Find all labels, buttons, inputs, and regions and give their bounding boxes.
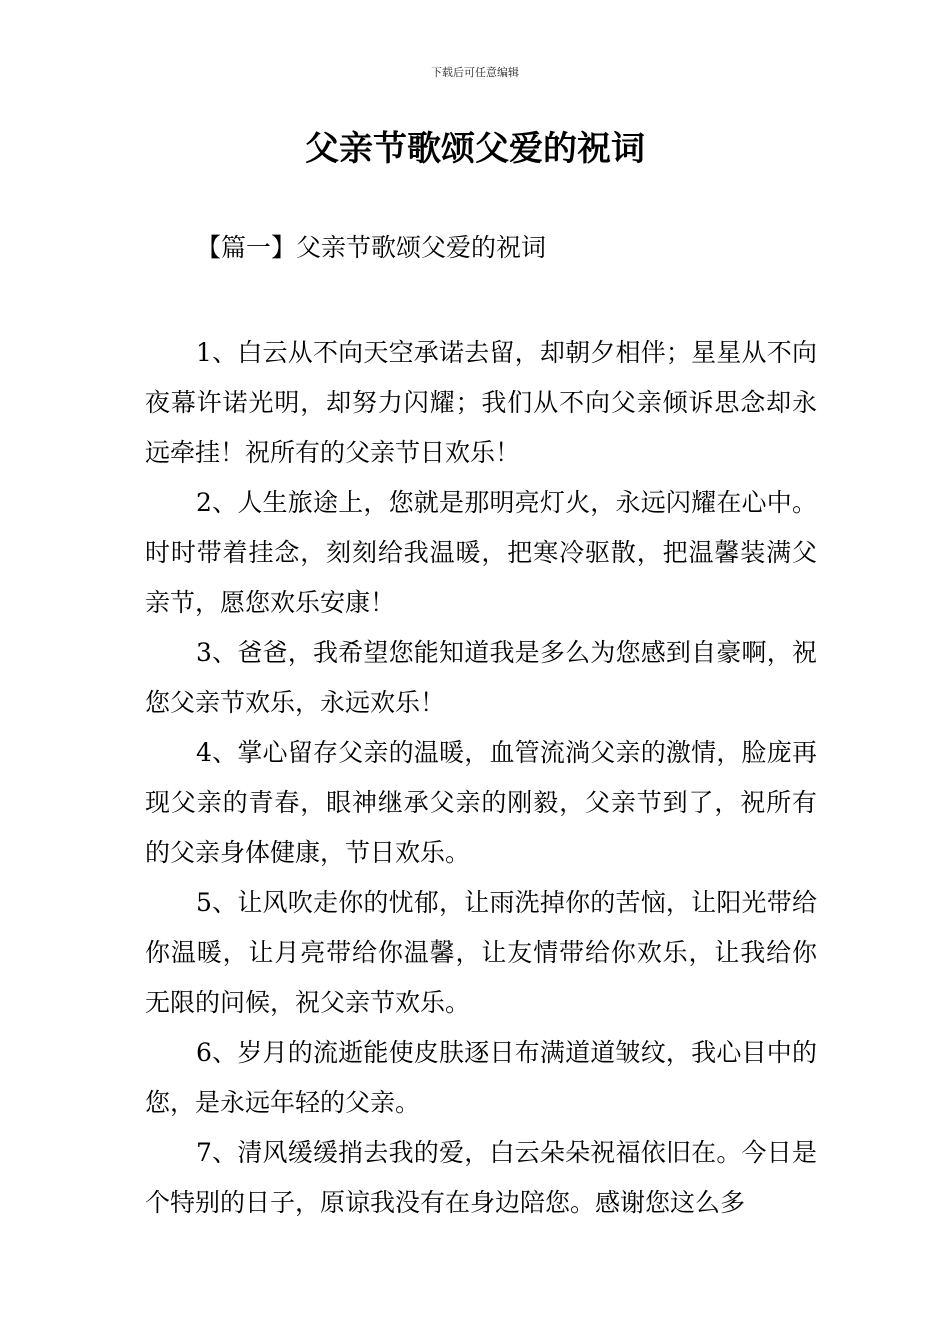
paragraph-5: 5、让风吹走你的忧郁，让雨洗掉你的苦恼，让阳光带给你温暖，让月亮带给你温馨，让友情带给你欢乐，让我给你无限的问候，祝父亲节欢乐。 bbox=[145, 888, 817, 1017]
paragraph-3: 3、爸爸，我希望您能知道我是多么为您感到自豪啊，祝您父亲节欢乐，永远欢乐！ bbox=[145, 638, 817, 717]
paragraph-1: 1、白云从不向天空承诺去留，却朝夕相伴；星星从不向夜幕许诺光明，却努力闪耀；我们从不向父亲倾诉思念却永远牵挂！祝所有的父亲节日欢乐！ bbox=[145, 338, 817, 467]
document-body bbox=[145, 328, 817, 1228]
section-heading: 【篇一】父亲节歌颂父爱的祝词 bbox=[196, 233, 547, 262]
document-title: 父亲节歌颂父爱的祝词 bbox=[305, 129, 645, 169]
paragraph-6: 6、岁月的流逝能使皮肤逐日布满道道皱纹，我心目中的您，是永远年轻的父亲。 bbox=[145, 1038, 817, 1117]
paragraph-7: 7、清风缓缓捎去我的爱，白云朵朵祝福依旧在。今日是个特别的日子，原谅我没有在身边陪您。感谢您这么多 bbox=[145, 1138, 817, 1217]
header-note: 下载后可任意编辑 bbox=[431, 66, 519, 79]
paragraph-4: 4、掌心留存父亲的温暖，血管流淌父亲的激情，脸庞再现父亲的青春，眼神继承父亲的刚毅，父亲节到了，祝所有的父亲身体健康，节日欢乐。 bbox=[145, 738, 817, 867]
paragraph-2: 2、人生旅途上，您就是那明亮灯火，永远闪耀在心中。时时带着挂念，刻刻给我温暖，把寒冷驱散，把温馨装满父亲节，愿您欢乐安康！ bbox=[145, 488, 817, 617]
